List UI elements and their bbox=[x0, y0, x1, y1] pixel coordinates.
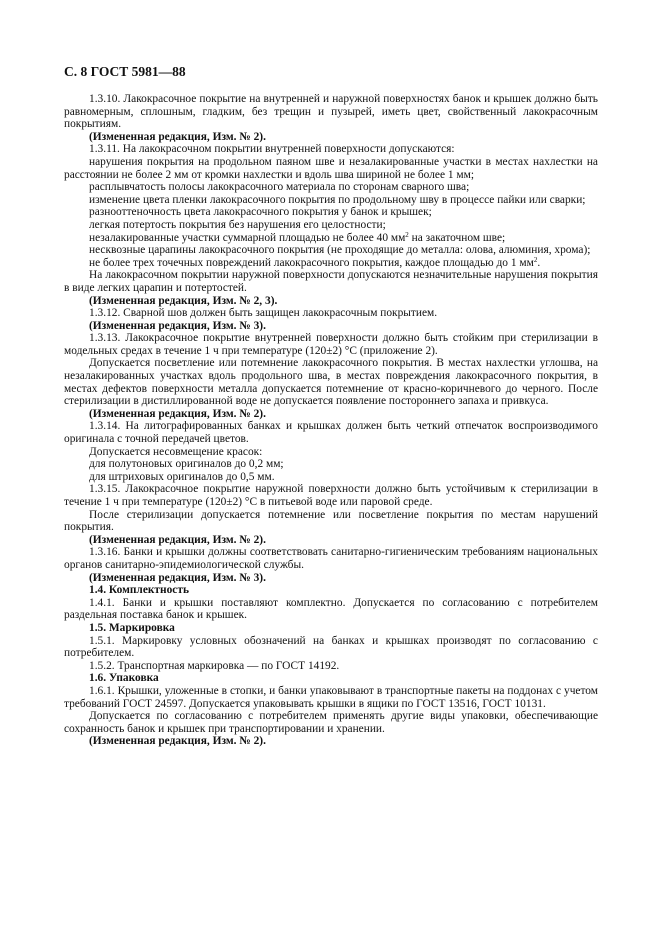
paragraph bbox=[64, 635, 598, 660]
paragraph bbox=[64, 156, 598, 181]
section-heading bbox=[64, 320, 598, 333]
paragraph bbox=[64, 219, 598, 232]
paragraph-text: 1.3.14. На литографированных банках и крышках должен быть четкий отпечаток воспроизводимого оригинала с точной передачей цветов. bbox=[64, 420, 598, 446]
paragraph bbox=[64, 332, 598, 357]
section-heading bbox=[64, 672, 598, 685]
document-body bbox=[64, 93, 598, 748]
paragraph-text: 1.3.13. Лакокрасочное покрытие внутренней поверхности должно быть стойким при стерилизации в модельных средах в течение 1 ч при температуре (120±2) °С (приложение 2). bbox=[64, 332, 598, 357]
superscript: 2 bbox=[405, 230, 409, 239]
paragraph bbox=[64, 194, 598, 207]
paragraph-text: (Измененная редакция, Изм. № 2). bbox=[89, 407, 266, 420]
page-header: С. 8 ГОСТ 5981—88 bbox=[64, 64, 186, 79]
paragraph-text: 1.3.10. Лакокрасочное покрытие на внутренней и наружной поверхностях банок и крышек должно быть равномерным, сплошным, гладким, без трещин и пузырей, иметь цвет, свойственный лакокрасочным покрытиям. bbox=[64, 93, 598, 131]
paragraph-text: 1.3.16. Банки и крышки должны соответствовать санитарно-гигиеническим требованиям национальных органов санитарно-эпидемиологической службы. bbox=[64, 546, 598, 571]
paragraph-text: 1.5.1. Маркировку условных обозначений на банках и крышках производят по согласованию с потребителем. bbox=[64, 634, 598, 660]
section-heading bbox=[64, 572, 598, 585]
paragraph bbox=[64, 597, 598, 622]
paragraph-text: незалакированные участки суммарной площадью не более 40 мм bbox=[89, 231, 406, 244]
paragraph bbox=[64, 244, 598, 257]
paragraph-text: (Измененная редакция, Изм. № 3). bbox=[89, 571, 266, 584]
paragraph bbox=[64, 206, 598, 219]
paragraph-text: 1.6. Упаковка bbox=[89, 672, 159, 685]
section-heading bbox=[64, 408, 598, 421]
paragraph bbox=[64, 181, 598, 194]
paragraph-text: 1.3.12. Сварной шов должен быть защищен лакокрасочным покрытием. bbox=[89, 307, 438, 320]
paragraph bbox=[64, 143, 598, 156]
paragraph-text: (Измененная редакция, Изм. № 3). bbox=[89, 319, 266, 332]
paragraph bbox=[64, 685, 598, 710]
paragraph-tail: на закаточном шве; bbox=[408, 231, 506, 244]
paragraph bbox=[64, 257, 598, 270]
paragraph bbox=[64, 483, 598, 508]
paragraph-text: (Измененная редакция, Изм. № 2). bbox=[89, 735, 266, 748]
paragraph-text: 1.6.1. Крышки, уложенные в стопки, и банки упаковывают в транспортные пакеты на поддонах с учетом требований ГОСТ 24597. Допускается упаковывать крышки в ящики по ГОСТ 13516, ГОСТ 10131. bbox=[64, 684, 598, 710]
section-heading bbox=[64, 622, 598, 635]
paragraph-text: 1.3.15. Лакокрасочное покрытие наружной поверхности должно быть устойчивым к стерилизации в течение 1 ч при температуре (120±2) °С в питьевой воде или паровой среде. bbox=[64, 483, 598, 508]
paragraph bbox=[64, 446, 598, 459]
paragraph-text: 1.4.1. Банки и крышки поставляют комплектно. Допускается по согласованию с потребителем раздельная поставка банок и крышек. bbox=[64, 596, 598, 622]
paragraph bbox=[64, 357, 598, 407]
section-heading bbox=[64, 295, 598, 308]
paragraph-text: для штриховых оригиналов до 0,5 мм. bbox=[89, 470, 275, 483]
paragraph bbox=[64, 546, 598, 571]
paragraph bbox=[64, 232, 598, 245]
paragraph-text: разнооттеночность цвета лакокрасочного покрытия у банок и крышек; bbox=[89, 206, 432, 219]
paragraph bbox=[64, 269, 598, 294]
paragraph-text: не более трех точечных повреждений лакокрасочного покрытия, каждое площадью до 1 мм bbox=[89, 256, 534, 269]
paragraph-text: (Измененная редакция, Изм. № 2). bbox=[89, 130, 266, 143]
paragraph-text: несквозные царапины лакокрасочного покрытия (не проходящие до металла: олова, алюминия, хрома); bbox=[89, 244, 591, 257]
paragraph-tail: . bbox=[537, 256, 541, 269]
paragraph-text: После стерилизации допускается потемнение или посветление покрытия по местам нарушений покрытия. bbox=[64, 508, 598, 534]
paragraph-text: 1.5.2. Транспортная маркировка — по ГОСТ 14192. bbox=[89, 659, 340, 672]
superscript: 2 bbox=[533, 255, 538, 264]
paragraph-text: 1.5. Маркировка bbox=[89, 621, 175, 634]
paragraph bbox=[64, 93, 598, 131]
paragraph-text: для полутоновых оригиналов до 0,2 мм; bbox=[89, 458, 284, 471]
section-heading bbox=[64, 735, 598, 748]
section-heading bbox=[64, 584, 598, 597]
paragraph bbox=[64, 458, 598, 471]
paragraph-text: расплывчатость полосы лакокрасочного материала по сторонам сварного шва; bbox=[89, 181, 470, 194]
paragraph bbox=[64, 307, 598, 320]
paragraph-text: (Измененная редакция, Изм. № 2, 3). bbox=[89, 294, 278, 307]
paragraph-text: легкая потертость покрытия без нарушения его целостности; bbox=[89, 218, 386, 231]
paragraph bbox=[64, 509, 598, 534]
paragraph-text: Допускается посветление или потемнение лакокрасочного покрытия. В местах нахлестки углошва, на незалакированных участках вдоль продольного шва, в местах повреждения лакокрасочного покрытия, в местах дефектов поверхности металла допускается потемнение от красно-коричневого до черного. После стерилизации в дистиллированной воде не допускается появление постороннего запаха и привкуса. bbox=[64, 357, 598, 408]
paragraph-text: 1.4. Комплектность bbox=[89, 584, 189, 597]
paragraph-text: изменение цвета пленки лакокрасочного покрытия по продольному шву в процессе пайки или сварки; bbox=[89, 193, 586, 206]
paragraph bbox=[64, 660, 598, 673]
paragraph bbox=[64, 420, 598, 445]
paragraph bbox=[64, 471, 598, 484]
section-heading bbox=[64, 131, 598, 144]
paragraph bbox=[64, 710, 598, 735]
paragraph-text: Допускается несовмещение красок: bbox=[89, 445, 263, 458]
paragraph-text: нарушения покрытия на продольном паяном шве и незалакированные участки в местах нахлестки на расстоянии не более 2 мм от кромки нахлестки и вдоль шва шириной не более 1 мм; bbox=[64, 155, 598, 181]
paragraph-text: (Измененная редакция, Изм. № 2). bbox=[89, 533, 266, 546]
paragraph-text: 1.3.11. На лакокрасочном покрытии внутренней поверхности допускаются: bbox=[89, 143, 455, 156]
section-heading bbox=[64, 534, 598, 547]
paragraph-text: На лакокрасочном покрытии наружной поверхности допускаются незначительные нарушения покрытия в виде легких царапин и потертостей. bbox=[64, 269, 598, 294]
paragraph-text: Допускается по согласованию с потребителем применять другие виды упаковки, обеспечивающие сохранность банок и крышек при транспортировании и хранении. bbox=[64, 710, 598, 735]
